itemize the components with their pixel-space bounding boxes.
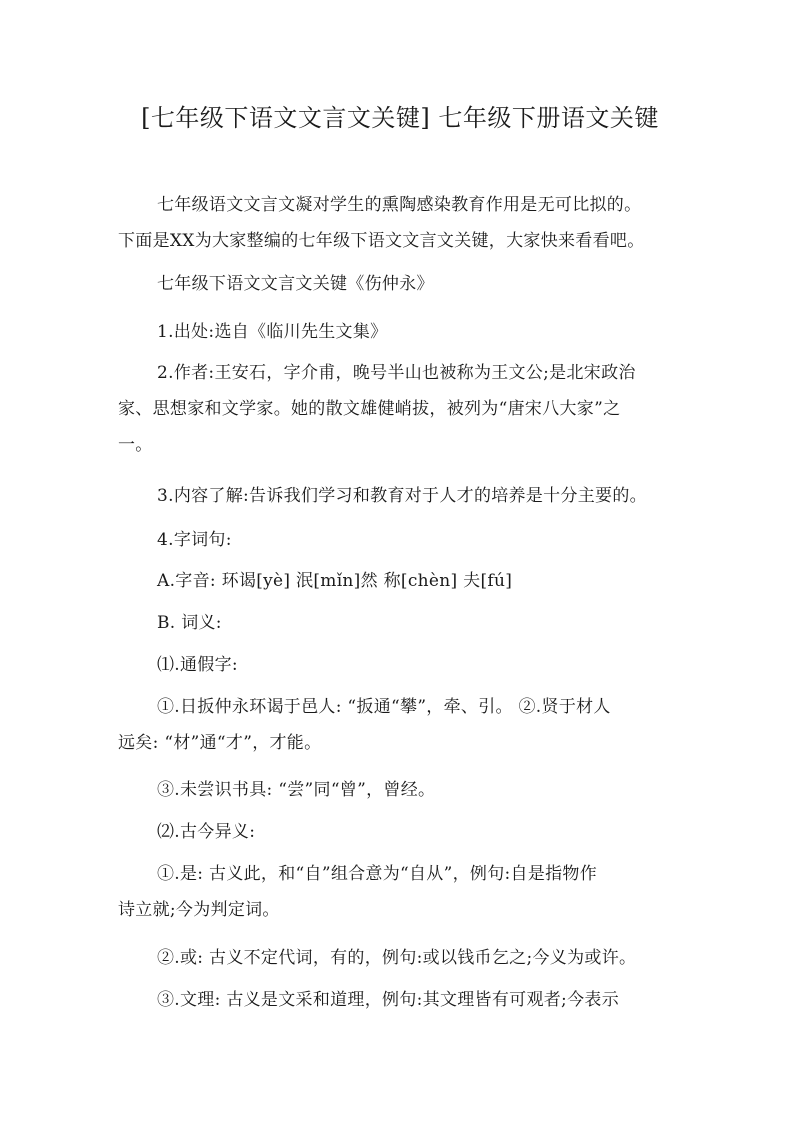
- sub-item-1-line-1: ①.日扳仲永环谒于邑人: “扳通“攀”，牵、引。 ②.贤于材人: [157, 697, 611, 717]
- item-source: 1.出处:选自《临川先生文集》: [157, 322, 388, 342]
- intro-paragraph: [118, 187, 697, 259]
- sub-heading-gujin: ⑵.古今异义:: [157, 822, 256, 842]
- sub2-item-1: [118, 856, 697, 928]
- sub-heading-tongjiazi: ⑴.通假字:: [157, 655, 238, 675]
- item-author-line-3: 一。: [118, 435, 153, 455]
- sub2-item-1-line-2: 诗立就;今为判定词。: [118, 900, 280, 920]
- item-meaning: B. 词义:: [157, 613, 222, 633]
- document-title: [七年级下语文文言文关键] 七年级下册语文关键: [141, 104, 659, 132]
- section-heading: 七年级下语文文言文关键《伤仲永》: [157, 274, 434, 294]
- sub-item-3: ③.未尝识书具: “尝”同“曾”，曾经。: [157, 780, 436, 800]
- item-author-line-1: 2.作者:王安石，字介甫，晚号半山也被称为王文公;是北宋政治: [157, 363, 636, 383]
- intro-line-2: 下面是XX为大家整编的七年级下语文文言文关键，大家快来看看吧。: [118, 231, 645, 251]
- item-author-line-2: 家、思想家和文学家。她的散文雄健峭拔，被列为“唐宋八大家”之: [118, 399, 621, 419]
- item-pronunciation: A.字音: 环谒[yè] 泯[mǐn]然 称[chèn] 夫[fú]: [157, 571, 513, 591]
- sub2-item-3: ③.文理: 古义是文采和道理，例句:其文理皆有可观者;今表示: [157, 990, 619, 1010]
- item-words: 4.字词句:: [157, 530, 232, 550]
- sub-item-1-line-2: 远矣: “材”通“才”，才能。: [118, 733, 322, 753]
- item-author: [118, 355, 697, 463]
- sub-item-1: [118, 689, 697, 761]
- sub2-item-1-line-1: ①.是: 古义此，和“自”组合意为“自从”，例句:自是指物作: [157, 864, 598, 884]
- item-content: 3.内容了解:告诉我们学习和教育对于人才的培养是十分主要的。: [157, 486, 647, 506]
- intro-line-1: 七年级语文文言文凝对学生的熏陶感染教育作用是无可比拟的。: [157, 195, 642, 215]
- sub2-item-2: ②.或: 古义不定代词，有的，例句:或以钱币乞之;今义为或许。: [157, 948, 637, 968]
